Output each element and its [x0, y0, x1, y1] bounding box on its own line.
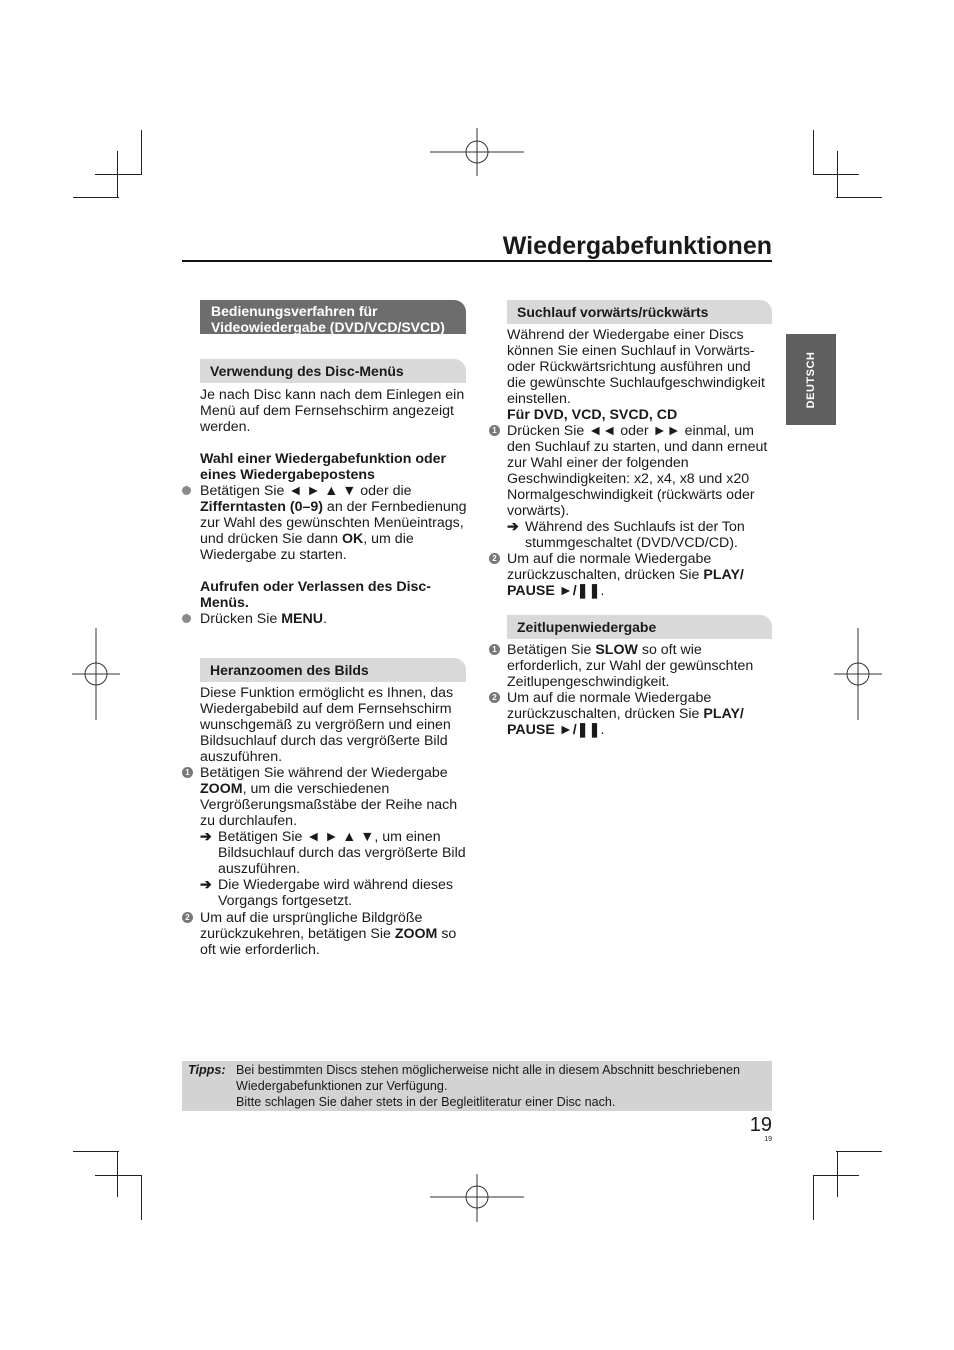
- disc-menu-sub2-title: Aufrufen oder Verlassen des Disc-Menüs.: [200, 579, 432, 611]
- step-number-icon: 1: [182, 767, 193, 778]
- section-zoom-body: [185, 685, 466, 958]
- zoom-note-2: ➔ Die Wiedergabe wird während dieses Vorgangs fortgesetzt.: [200, 877, 454, 909]
- step-number-icon: 2: [489, 692, 500, 703]
- language-tab-label: DEUTSCH: [805, 351, 817, 408]
- tips-line-1: Bei bestimmten Discs stehen möglicherweise nicht alle in diesem Abschnitt beschriebenen Wiedergabefunktionen zur Verfügung.: [236, 1063, 741, 1093]
- step-number-icon: 2: [182, 912, 193, 923]
- disc-menu-intro: Je nach Disc kann nach dem Einlegen ein Menü auf dem Fernsehschirm angezeigt werden.: [200, 387, 465, 435]
- step-number-icon: 2: [489, 553, 500, 564]
- page-number-small: 19: [764, 1136, 772, 1143]
- zoom-intro: Diese Funktion ermöglicht es Ihnen, das Wiedergabebild auf dem Fernsehschirm wunschgemäß zu vergrößern und einen Bildsuchlauf durch das vergrößerte Bild auszuführen.: [200, 685, 454, 765]
- zoom-note-1: ➔ Betätigen Sie ◄ ► ▲ ▼, um einen Bildsuchlauf durch das vergrößerte Bild auszuführen.: [200, 829, 466, 877]
- language-tab: [786, 334, 836, 425]
- registration-mark-left: [72, 628, 120, 720]
- page-number: 19: [749, 1114, 772, 1136]
- tips-label: Tipps:: [188, 1063, 226, 1077]
- left-main-header: Bedienungsverfahren für Videowiedergabe (DVD/VCD/SVCD): [200, 300, 466, 334]
- search-subtitle: Für DVD, VCD, SVCD, CD: [507, 407, 678, 423]
- tips-text: [236, 1062, 766, 1110]
- search-note-1: ➔ Während des Suchlaufs ist der Ton stummgeschaltet (DVD/VCD/CD).: [507, 519, 745, 551]
- section-disc-menu-header: Verwendung des Disc-Menüs: [200, 359, 466, 383]
- section-search-body: [492, 327, 771, 599]
- registration-mark-right: [834, 628, 882, 720]
- zoom-step-1: 1 Betätigen Sie während der Wiedergabe ZOOM, um die verschiedenen Vergrößerungsmaßstäbe der Reihe nach zu durchlaufen.: [200, 765, 466, 829]
- disc-menu-sub1-step: Betätigen Sie ◄ ► ▲ ▼ oder die Zifferntasten (0–9) an der Fernbedienung zur Wahl des gewünschten Menüeintrags, und drücken Sie dann OK, um die Wiedergabe zu starten.: [200, 483, 468, 563]
- arrow-right-icon: ➔: [200, 829, 212, 845]
- section-search-header: Suchlauf vorwärts/rückwärts: [507, 300, 772, 324]
- arrow-right-icon: ➔: [200, 877, 212, 893]
- section-disc-menu-body: [200, 387, 468, 627]
- tips-line-2: Bitte schlagen Sie daher stets in der Begleitliteratur einer Disc nach.: [236, 1095, 616, 1109]
- step-number-icon: 1: [489, 644, 500, 655]
- disc-menu-sub2-step: Drücken Sie MENU.: [200, 611, 468, 627]
- section-zoom-header: Heranzoomen des Bilds: [200, 658, 466, 682]
- tips-box: [182, 1061, 772, 1111]
- registration-mark-bottom: [430, 1174, 524, 1222]
- arrow-right-icon: ➔: [507, 519, 519, 535]
- search-intro: Während der Wiedergabe einer Discs können Sie einen Suchlauf in Vorwärts- oder Rückwärtsrichtung ausführen und die gewünschte Suchlaufgeschwindigkeit einstellen.: [507, 327, 765, 407]
- search-step-1: 1 Drücken Sie ◄◄ oder ►► einmal, um den Suchlauf zu starten, und dann erneut zur Wahl einer der folgenden Geschwindigkeiten: x2, x4, x8 und x20 Normalgeschwindigkeit (rückwärts oder vorwärts).: [507, 423, 771, 519]
- step-number-icon: 1: [489, 425, 500, 436]
- bullet-icon: [182, 486, 191, 495]
- section-slow-body: [492, 642, 771, 738]
- disc-menu-sub1-title: Wahl einer Wiedergabefunktion oder eines Wiedergabepostens: [200, 451, 447, 483]
- slow-step-1: 1 Betätigen Sie SLOW so oft wie erforderlich, zur Wahl der gewünschten Zeitlupengeschwindigkeit.: [507, 642, 771, 690]
- bullet-icon: [182, 614, 191, 623]
- registration-mark-top: [430, 128, 524, 176]
- slow-step-2: 2 Um auf die normale Wiedergabe zurückzuschalten, drücken Sie PLAY/ PAUSE ►/❚❚.: [507, 690, 771, 738]
- zoom-step-2: 2 Um auf die ursprüngliche Bildgröße zurückzukehren, betätigen Sie ZOOM so oft wie erforderlich.: [200, 910, 466, 958]
- page-title: Wiedergabefunktionen: [502, 232, 772, 260]
- search-step-2: 2 Um auf die normale Wiedergabe zurückzuschalten, drücken Sie PLAY/ PAUSE ►/❚❚.: [507, 551, 771, 599]
- title-divider: [182, 260, 772, 262]
- section-slow-header: Zeitlupenwiedergabe: [507, 615, 772, 639]
